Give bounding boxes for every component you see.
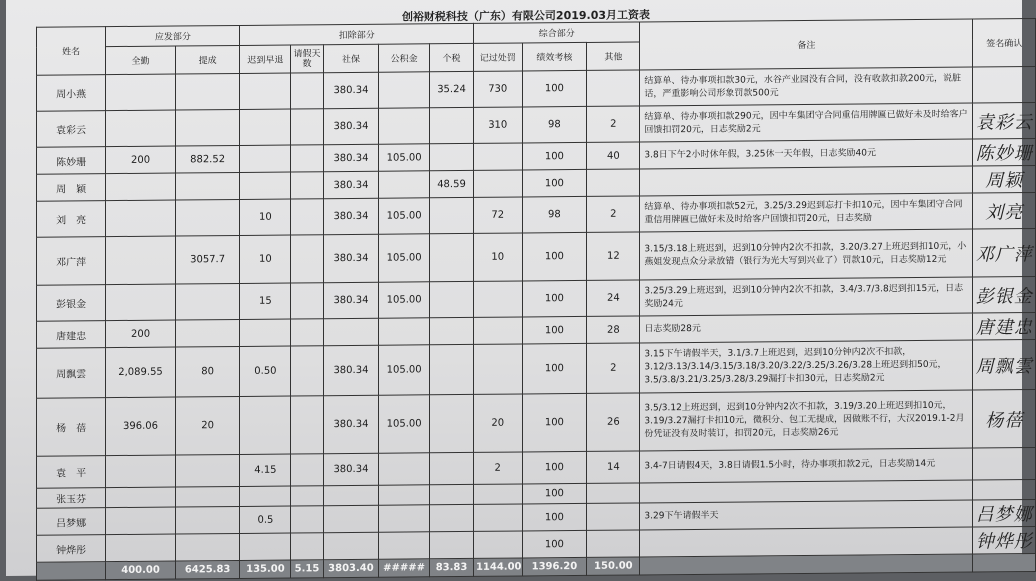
- cell-commission: 80: [175, 346, 240, 397]
- cell-tax: [430, 531, 474, 558]
- total-commission: 6425.83: [175, 560, 240, 579]
- cell-performance: 100: [522, 503, 587, 531]
- cell-housing: 105.00: [379, 198, 430, 234]
- cell-other: 14: [587, 451, 640, 483]
- cell-performance: 100: [522, 142, 587, 170]
- cell-record-penalty: [473, 344, 522, 394]
- cell-full-attendance: [106, 487, 175, 508]
- cell-performance: 100: [522, 70, 587, 107]
- cell-late-early: [240, 533, 291, 560]
- total-full: 400.00: [106, 561, 175, 580]
- cell-commission: 882.52: [175, 145, 240, 173]
- cell-record-penalty: [473, 281, 522, 317]
- header-housing: 公积金: [379, 44, 430, 72]
- header-deduction: 扣除部分: [240, 23, 473, 45]
- cell-name: 张玉芬: [37, 488, 106, 509]
- cell-housing: [379, 485, 430, 505]
- header-record-penalty: 记过处罚: [473, 43, 522, 71]
- header-social: 社保: [323, 44, 378, 72]
- header-other: 其他: [587, 42, 640, 70]
- total-late: 135.00: [240, 560, 291, 578]
- cell-leave-days: [291, 319, 323, 346]
- cell-other: 2: [587, 196, 640, 232]
- table-row: [37, 340, 1036, 399]
- cell-housing: 105.00: [379, 144, 430, 171]
- cell-housing: 105.00: [379, 345, 430, 395]
- header-overall: 综合部分: [473, 22, 639, 43]
- total-social: 3803.40: [323, 559, 378, 577]
- cell-tax: [430, 281, 474, 317]
- cell-tax: [430, 452, 474, 484]
- cell-commission: [175, 73, 240, 110]
- header-performance: 绩效考核: [522, 42, 587, 71]
- cell-performance: 100: [522, 530, 587, 558]
- cell-commission: [175, 172, 240, 200]
- cell-name: 唐建忠: [37, 321, 106, 349]
- cell-late-early: [240, 145, 291, 172]
- cell-social: [323, 505, 378, 532]
- cell-name: 杨 蓓: [37, 398, 106, 457]
- cell-tax: [430, 233, 474, 281]
- cell-housing: [379, 108, 430, 144]
- cell-signature: 唐建忠: [973, 313, 1036, 341]
- cell-housing: [379, 532, 430, 559]
- cell-record-penalty: [473, 143, 522, 170]
- cell-remarks: 3.5/3.12上班迟到，迟到10分钟内2次不扣款，3.19/3.20上班迟到扣10元，3.19/3.27漏打卡扣10元，微积分、包工无提成，因做账不行，大汉2019.1-2月份凭证没有及时装订，扣罚20元，日志奖励26元: [640, 390, 973, 451]
- cell-name: 周 颖: [37, 174, 106, 202]
- header-name: 姓名: [37, 27, 106, 76]
- cell-full-attendance: 396.06: [106, 397, 175, 456]
- cell-name: 刘 亮: [37, 201, 106, 238]
- cell-housing: 105.00: [379, 395, 430, 453]
- cell-performance: 100: [522, 169, 587, 197]
- cell-tax: [430, 107, 474, 143]
- cell-housing: [379, 171, 430, 198]
- cell-tax: [430, 484, 474, 504]
- cell-remarks: [640, 527, 973, 557]
- cell-name: 周飘雲: [37, 348, 106, 399]
- cell-remarks: 日志奖励28元: [640, 313, 973, 343]
- cell-name: 吕梦娜: [37, 508, 106, 536]
- cell-performance: 100: [522, 232, 587, 281]
- cell-social: 380.34: [323, 72, 378, 108]
- cell-tax: [430, 344, 474, 394]
- cell-social: 380.34: [323, 108, 378, 144]
- cell-signature: [973, 448, 1036, 481]
- header-payable: 应发部分: [106, 25, 240, 46]
- cell-tax: [430, 197, 474, 233]
- cell-record-penalty: 10: [473, 233, 522, 281]
- cell-name: 钟烨彤: [37, 535, 106, 563]
- cell-commission: [175, 109, 240, 146]
- cell-full-attendance: 200: [106, 146, 175, 174]
- cell-performance: 98: [522, 106, 587, 143]
- cell-social: 380.34: [323, 453, 378, 485]
- header-commission: 提成: [175, 45, 240, 74]
- cell-leave-days: [291, 145, 323, 172]
- cell-record-penalty: [473, 531, 522, 558]
- total-tax: 83.83: [430, 558, 474, 576]
- table-row: [37, 229, 1036, 286]
- cell-record-penalty: 72: [473, 197, 522, 233]
- cell-full-attendance: [106, 534, 175, 562]
- total-remarks: [640, 554, 973, 575]
- header-late-early: 迟到早退: [240, 45, 291, 73]
- cell-leave-days: [291, 199, 323, 235]
- cell-signature: 周颖: [973, 166, 1036, 194]
- cell-late-early: 10: [240, 199, 291, 235]
- cell-performance: 100: [522, 483, 587, 504]
- cell-name: 袁 平: [37, 456, 106, 489]
- cell-housing: [379, 505, 430, 532]
- cell-signature: 陈妙珊: [973, 139, 1036, 167]
- cell-late-early: 0.5: [240, 506, 291, 533]
- cell-full-attendance: [106, 74, 175, 111]
- cell-other: [587, 169, 640, 196]
- cell-late-early: [240, 319, 291, 346]
- cell-late-early: 10: [240, 235, 291, 283]
- cell-record-penalty: 2: [473, 452, 522, 484]
- cell-remarks: [640, 166, 973, 196]
- cell-full-attendance: 2,089.55: [106, 347, 175, 398]
- cell-tax: [430, 143, 474, 170]
- cell-late-early: [240, 109, 291, 145]
- total-housing: #####: [379, 559, 430, 577]
- cell-late-early: [240, 486, 291, 506]
- cell-remarks: 3.8日下午2小时休年假，3.25休一天年假，日志奖励40元: [640, 139, 973, 169]
- cell-social: 380.34: [323, 144, 378, 171]
- cell-other: 12: [587, 232, 640, 280]
- cell-other: 26: [587, 393, 640, 451]
- cell-other: [587, 70, 640, 106]
- cell-leave-days: [291, 454, 323, 486]
- cell-commission: [175, 506, 240, 534]
- header-tax: 个税: [430, 43, 474, 71]
- cell-performance: 100: [522, 393, 587, 452]
- cell-performance: 98: [522, 196, 587, 233]
- cell-tax: [430, 504, 474, 531]
- cell-commission: [175, 486, 240, 507]
- header-full-attendance: 全勤: [106, 46, 175, 75]
- cell-record-penalty: [473, 484, 522, 504]
- cell-other: 24: [587, 280, 640, 316]
- cell-other: 2: [587, 343, 640, 393]
- cell-signature: [973, 67, 1036, 104]
- header-signature: 签名确认: [973, 19, 1036, 68]
- salary-table: [36, 18, 1036, 581]
- cell-record-penalty: [473, 317, 522, 344]
- cell-full-attendance: [106, 110, 175, 147]
- cell-name: 袁彩云: [37, 111, 106, 148]
- cell-full-attendance: [106, 200, 175, 237]
- cell-name: 陈妙珊: [37, 147, 106, 175]
- cell-name: 邓广萍: [37, 237, 106, 286]
- cell-full-attendance: 200: [106, 320, 175, 348]
- cell-signature: 钟烨彤: [973, 527, 1036, 555]
- cell-other: [587, 483, 640, 503]
- cell-commission: [175, 533, 240, 561]
- cell-full-attendance: [106, 284, 175, 321]
- cell-social: 380.34: [323, 171, 378, 198]
- cell-social: [323, 485, 378, 505]
- cell-housing: [379, 453, 430, 485]
- cell-leave-days: [291, 73, 323, 109]
- cell-tax: 35.24: [430, 71, 474, 107]
- total-leave: 5.15: [291, 560, 323, 578]
- cell-signature: 彭银金: [973, 277, 1036, 314]
- cell-housing: [379, 72, 430, 108]
- cell-full-attendance: [106, 455, 175, 488]
- cell-late-early: 4.15: [240, 454, 291, 486]
- cell-social: 380.34: [323, 395, 378, 453]
- cell-leave-days: [291, 283, 323, 319]
- cell-performance: 100: [522, 343, 587, 394]
- cell-social: 380.34: [323, 345, 378, 395]
- cell-social: [323, 532, 378, 559]
- cell-leave-days: [291, 172, 323, 199]
- total-label: [37, 562, 106, 581]
- cell-performance: 100: [522, 316, 587, 344]
- cell-full-attendance: [106, 507, 175, 535]
- cell-leave-days: [291, 235, 323, 283]
- cell-record-penalty: 730: [473, 71, 522, 107]
- cell-record-penalty: 20: [473, 394, 522, 452]
- cell-social: 380.34: [323, 198, 378, 234]
- cell-tax: [430, 317, 474, 344]
- cell-other: 2: [587, 106, 640, 142]
- cell-late-early: 15: [240, 283, 291, 319]
- total-performance: 1396.20: [522, 557, 587, 576]
- cell-tax: [430, 394, 474, 452]
- cell-tax: 48.59: [430, 170, 474, 197]
- cell-housing: [379, 318, 430, 345]
- cell-signature: [973, 480, 1036, 501]
- cell-remarks: 3.25/3.29上班迟到，迟到10分钟内2次不扣款，3.4/3.7/3.8迟到扣15元，日志奖励24元: [640, 277, 973, 316]
- cell-signature: 袁彩云: [973, 103, 1036, 140]
- cell-leave-days: [291, 533, 323, 560]
- cell-late-early: [240, 73, 291, 109]
- cell-commission: 20: [175, 396, 240, 455]
- cell-remarks: 结算单、待办事项扣款290元，因中车集团守合同重信用牌匾已做好未及时给客户回馈扣罚20元，日志奖励2元: [640, 103, 973, 142]
- cell-late-early: [240, 172, 291, 199]
- cell-remarks: 3.29下午请假半天: [640, 500, 973, 530]
- cell-late-early: 0.50: [240, 346, 291, 396]
- table-row: [37, 390, 1036, 457]
- cell-commission: [175, 199, 240, 236]
- cell-commission: 3057.7: [175, 235, 240, 284]
- cell-signature: 杨蓓: [973, 390, 1036, 449]
- sheet-title: 创裕财税科技（广东）有限公司2019.03月工资表: [401, 8, 651, 24]
- cell-housing: 105.00: [379, 234, 430, 282]
- cell-full-attendance: [106, 236, 175, 285]
- cell-remarks: 结算单、待办事项扣款52元，3.25/3.29迟到忘打卡扣10元，因中车集团守合同重信用牌匾已做好未及时给客户回馈扣罚20元，日志奖励: [640, 193, 973, 232]
- cell-commission: [175, 319, 240, 347]
- cell-performance: 100: [522, 280, 587, 317]
- header-remarks: 备注: [640, 19, 973, 70]
- cell-leave-days: [291, 486, 323, 506]
- cell-name: 周小燕: [37, 75, 106, 112]
- cell-record-penalty: 310: [473, 107, 522, 143]
- cell-social: [323, 318, 378, 345]
- cell-signature: 邓广萍: [973, 229, 1036, 278]
- cell-other: [587, 503, 640, 530]
- cell-housing: 105.00: [379, 282, 430, 318]
- salary-sheet-paper: [6, 0, 1033, 576]
- cell-social: 380.34: [323, 282, 378, 318]
- cell-signature: 吕梦娜: [973, 500, 1036, 528]
- cell-remarks: 结算单、待办事项扣款30元，水谷产业园没有合同，没有收款扣款200元，说脏话，严重影响公司形象罚款500元: [640, 67, 973, 106]
- cell-signature: 周飘雲: [973, 340, 1036, 391]
- total-signature: [973, 554, 1036, 573]
- cell-signature: 刘亮: [973, 193, 1036, 230]
- cell-remarks: 3.4-7日请假4天，3.8日请假1.5小时，待办事项扣款2元，日志奖励14元: [640, 448, 973, 483]
- cell-social: 380.34: [323, 234, 378, 282]
- header-leave-days: 请假天数: [291, 45, 323, 73]
- cell-record-penalty: [473, 170, 522, 197]
- cell-other: 40: [587, 142, 640, 169]
- cell-commission: [175, 283, 240, 320]
- cell-commission: [175, 454, 240, 487]
- cell-other: 28: [587, 316, 640, 343]
- cell-leave-days: [291, 346, 323, 396]
- cell-record-penalty: [473, 504, 522, 531]
- cell-name: 彭银金: [37, 285, 106, 322]
- cell-leave-days: [291, 396, 323, 454]
- cell-performance: 100: [522, 451, 587, 484]
- cell-remarks: 3.15下午请假半天，3.1/3.7上班迟到，迟到10分钟内2次不扣款，3.12/3.13/3.14/3.15/3.18/3.20/3.22/3.25/3.26/3.28上班迟到扣50元，3.5/3.8/3.21/3.25/3.28/3.29漏打卡扣30元，日志奖励2元: [640, 340, 973, 393]
- total-other: 150.00: [587, 557, 640, 575]
- cell-full-attendance: [106, 173, 175, 201]
- cell-leave-days: [291, 506, 323, 533]
- cell-leave-days: [291, 109, 323, 145]
- total-penalty: 1144.00: [473, 558, 522, 576]
- cell-other: [587, 530, 640, 557]
- cell-remarks: 3.15/3.18上班迟到，迟到10分钟内2次不扣款，3.20/3.27上班迟到扣10元，小燕姐发现点众分录放错（银行为光大写到兴业了）罚款10元，日志奖励12元: [640, 229, 973, 280]
- cell-late-early: [240, 396, 291, 454]
